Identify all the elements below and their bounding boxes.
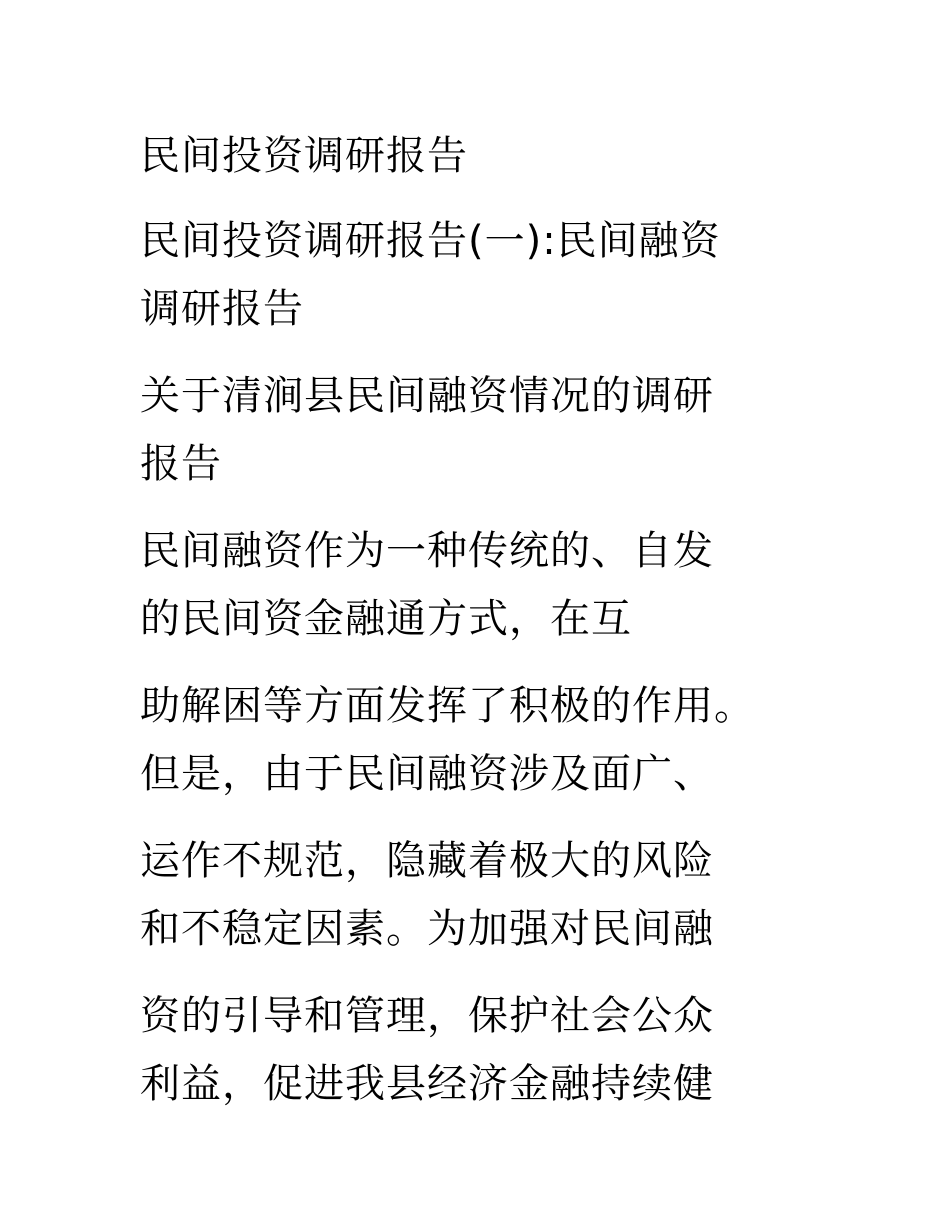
body-text-line: 的民间资金融通方式，在互: [140, 596, 632, 642]
report-title-line-1: 关于清涧县民间融资情况的调研: [140, 373, 714, 419]
section-heading-line-2: 调研报告: [140, 286, 304, 332]
report-title-line-2: 报告: [140, 441, 222, 487]
body-text-line: 运作不规范，隐藏着极大的风险: [140, 838, 714, 884]
body-text-line: 但是，由于民间融资涉及面广、: [140, 751, 714, 797]
body-text-line: 利益，促进我县经济金融持续健: [140, 1061, 714, 1107]
section-heading-line-1: 民间投资调研报告(一):民间融资: [140, 218, 721, 264]
document-title: 民间投资调研报告: [140, 133, 468, 179]
body-text-line: 民间融资作为一种传统的、自发: [140, 528, 714, 574]
body-text-line: 和不稳定因素。为加强对民间融: [140, 906, 714, 952]
body-text-line: 助解困等方面发挥了积极的作用。: [140, 683, 755, 729]
body-text-line: 资的引导和管理，保护社会公众: [140, 993, 714, 1039]
